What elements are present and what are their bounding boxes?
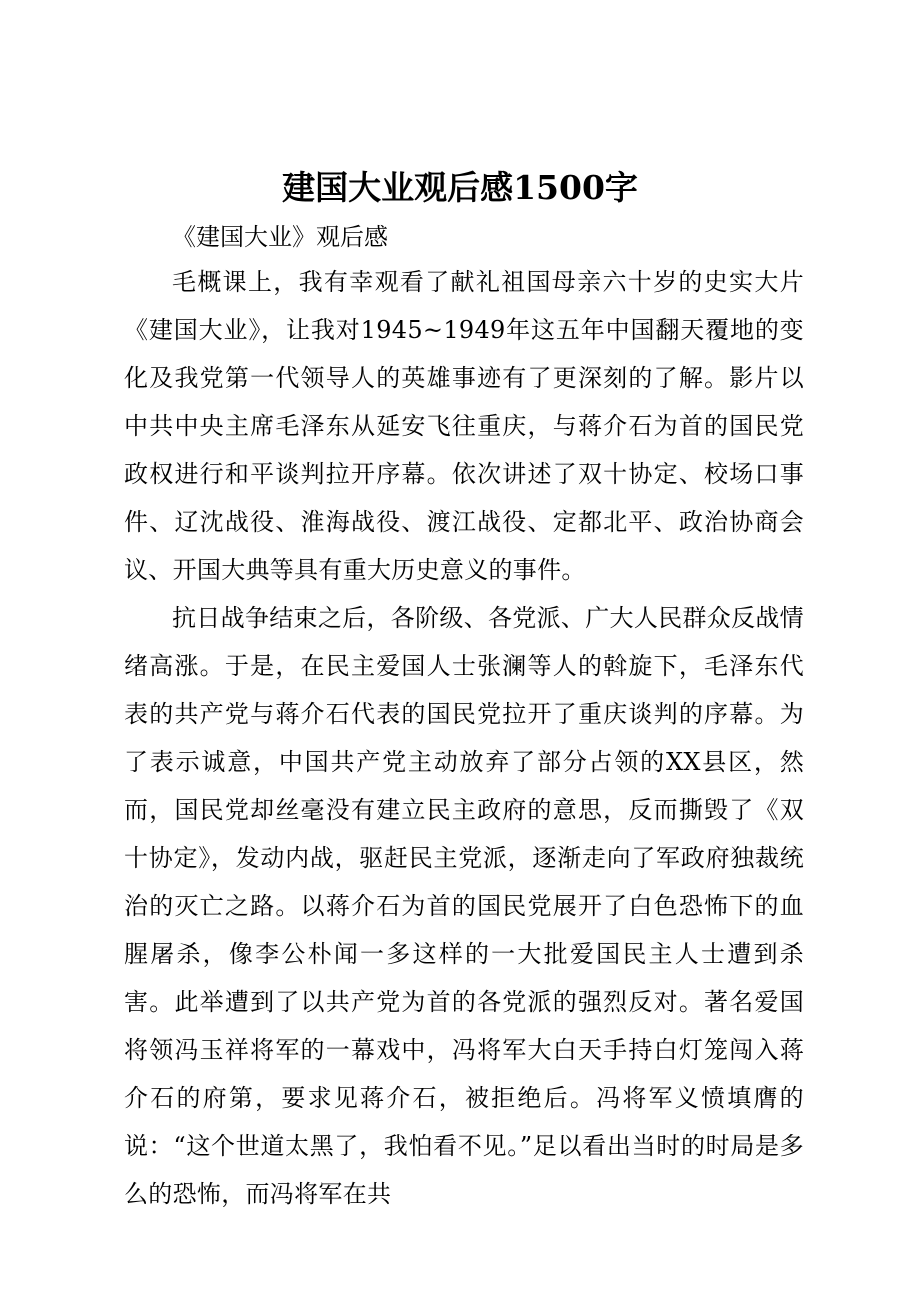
body-paragraph-2: 抗日战争结束之后，各阶级、各党派、广大人民群众反战情绪高涨。于是，在民主爱国人士张澜等人的斡旋下，毛泽东代表的共产党与蒋介石代表的国民党拉开了重庆谈判的序幕。为了表示诚意，中国共产党主动放弃了部分占领的XX县区，然而，国民党却丝毫没有建立民主政府的意思，反而撕毁了《双十协定》，发动内战，驱赶民主党派，逐渐走向了军政府独裁统治的灭亡之路。以蒋介石为首的国民党展开了白色恐怖下的血腥屠杀，像李公朴闻一多这样的一大批爱国民主人士遭到杀害。此举遭到了以共产党为首的各党派的强烈反对。著名爱国将领冯玉祥将军的一幕戏中，冯将军大白天手持白灯笼闯入蒋介石的府第，要求见蒋介石，被拒绝后。冯将军义愤填膺的说：“这个世道太黑了，我怕看不见。”足以看出当时的时局是多么的恐怖，而冯将军在共: [124, 604, 804, 1208]
document-title: 建国大业观后感1500字: [282, 168, 638, 207]
document-subtitle: 《建国大业》观后感: [172, 223, 388, 251]
body-paragraph-1: 毛概课上，我有幸观看了献礼祖国母亲六十岁的史实大片《建国大业》，让我对1945~1949年这五年中国翻天覆地的变化及我党第一代领导人的英雄事迹有了更深刻的了解。影片以中共中央主席毛泽东从延安飞往重庆，与蒋介石为首的国民党政权进行和平谈判拉开序幕。依次讲述了双十协定、校场口事件、辽沈战役、淮海战役、渡江战役、定都北平、政治协商会议、开国大典等具有重大历史意义的事件。: [124, 268, 804, 584]
